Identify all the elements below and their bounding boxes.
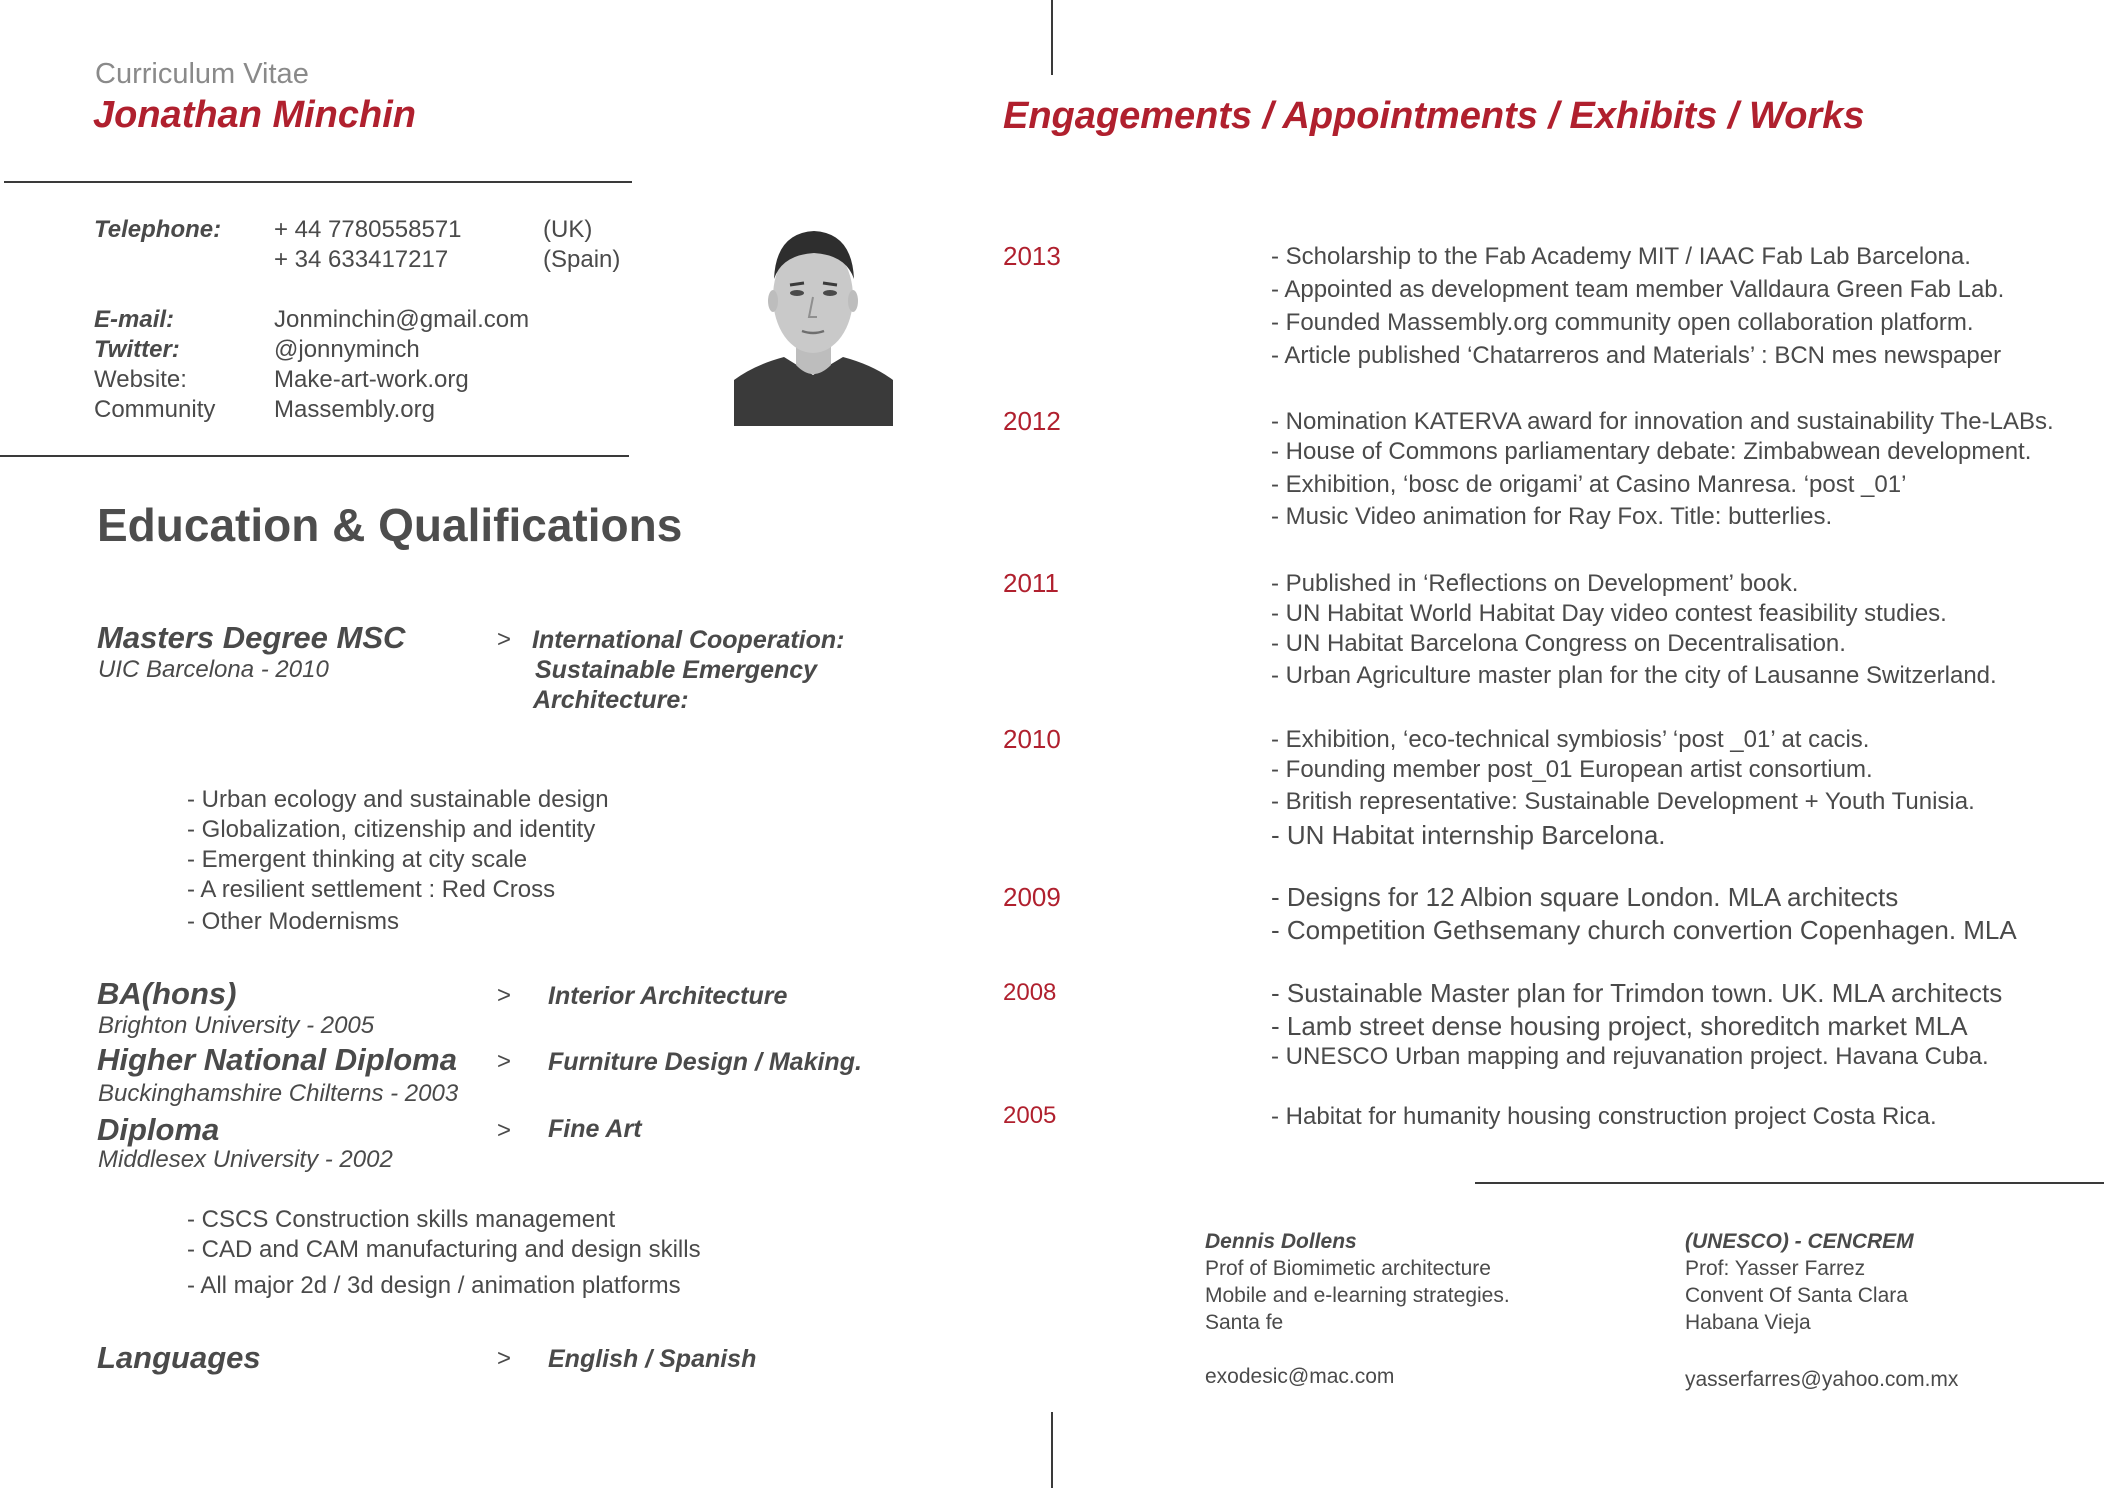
list-item: - A resilient settlement : Red Cross	[187, 876, 556, 903]
masters-institution: UIC Barcelona - 2010	[98, 656, 329, 683]
reference-1	[1205, 1228, 1510, 1390]
reference-2	[1685, 1228, 1958, 1393]
list-item: - CAD and CAM manufacturing and design skills	[187, 1236, 701, 1263]
cv-label: Curriculum Vitae	[95, 58, 309, 90]
list-item: - Urban Agriculture master plan for the city of Lausanne Switzerland.	[1271, 662, 1997, 689]
year-2012: 2012	[1003, 406, 1061, 436]
list-item: - Designs for 12 Albion square London. MLA architects	[1271, 882, 1899, 912]
list-item: - Published in ‘Reflections on Development’ book.	[1271, 570, 1799, 597]
masters-arrow: >	[497, 626, 512, 653]
portrait-photo	[734, 205, 893, 426]
reference-1-email[interactable]: exodesic@mac.com	[1205, 1365, 1395, 1388]
community-label: Community	[94, 396, 216, 423]
languages-title: Languages	[97, 1340, 261, 1375]
reference-1-name: Dennis Dollens	[1205, 1230, 1357, 1253]
education-heading: Education & Qualifications	[97, 499, 683, 551]
email-label: E-mail:	[94, 306, 175, 333]
list-item: - Globalization, citizenship and identity	[187, 816, 596, 843]
list-item: - Other Modernisms	[187, 908, 400, 935]
ba-arrow: >	[497, 982, 512, 1009]
masters-subject-line-1: International Cooperation:	[532, 626, 845, 654]
hnd-subject: Furniture Design / Making.	[548, 1048, 862, 1076]
diploma-institution: Middlesex University - 2002	[98, 1146, 393, 1173]
fold-line-top	[1051, 0, 1053, 75]
diploma-title: Diploma	[97, 1112, 220, 1147]
reference-2-name: (UNESCO) - CENCREM	[1685, 1230, 1914, 1253]
email-link[interactable]: Jonminchin@gmail.com	[274, 306, 530, 333]
phone-uk[interactable]: + 44 7780558571	[274, 216, 462, 243]
list-item: - Lamb street dense housing project, shoreditch market MLA	[1271, 1011, 1968, 1041]
ba-title: BA(hons)	[97, 976, 237, 1011]
list-item: - House of Commons parliamentary debate: Zimbabwean development.	[1271, 438, 2032, 465]
languages-arrow: >	[497, 1345, 512, 1372]
list-item: - Sustainable Master plan for Trimdon town. UK. MLA architects	[1271, 978, 2003, 1008]
list-item: - UN Habitat internship Barcelona.	[1271, 820, 1666, 850]
hnd-arrow: >	[497, 1048, 512, 1075]
year-2005: 2005	[1003, 1102, 1057, 1129]
reference-2-line: Habana Vieja	[1685, 1311, 1811, 1334]
list-item: - All major 2d / 3d design / animation platforms	[187, 1272, 681, 1299]
twitter-link[interactable]: @jonnyminch	[274, 336, 420, 363]
list-item: - CSCS Construction skills management	[187, 1206, 616, 1233]
divider-top	[4, 181, 632, 183]
list-item: - UN Habitat Barcelona Congress on Decentralisation.	[1271, 630, 1846, 657]
list-item: - British representative: Sustainable Development + Youth Tunisia.	[1271, 788, 1975, 815]
reference-1-line: Prof of Biomimetic architecture	[1205, 1257, 1491, 1280]
languages-value: English / Spanish	[548, 1345, 757, 1373]
phone-uk-country: (UK)	[543, 216, 593, 243]
list-item: - Scholarship to the Fab Academy MIT / IAAC Fab Lab Barcelona.	[1271, 243, 1971, 270]
reference-2-line: Convent Of Santa Clara	[1685, 1284, 1908, 1307]
phone-spain[interactable]: + 34 633417217	[274, 246, 449, 273]
reference-1-line: Mobile and e-learning strategies.	[1205, 1284, 1510, 1307]
fold-line-bottom	[1051, 1412, 1053, 1488]
hnd-title: Higher National Diploma	[97, 1042, 457, 1077]
list-item: - Appointed as development team member Valldaura Green Fab Lab.	[1271, 276, 2005, 303]
list-item: - Exhibition, ‘bosc de origami’ at Casino Manresa. ‘post _01’	[1271, 471, 1907, 498]
list-item: - Founding member post_01 European artist consortium.	[1271, 756, 1873, 783]
divider-contact-bottom	[0, 455, 629, 457]
list-item: - UNESCO Urban mapping and rejuvanation project. Havana Cuba.	[1271, 1043, 1989, 1070]
community-link[interactable]: Massembly.org	[274, 396, 435, 423]
list-item: - Exhibition, ‘eco-technical symbiosis’ ‘post _01’ at cacis.	[1271, 726, 1870, 753]
masters-subject-line-3: Architecture:	[533, 686, 689, 714]
twitter-label: Twitter:	[94, 336, 180, 363]
list-item: - UN Habitat World Habitat Day video contest feasibility studies.	[1271, 600, 1947, 627]
list-item: - Music Video animation for Ray Fox. Title: butterlies.	[1271, 503, 1833, 530]
engagements-heading: Engagements / Appointments / Exhibits / Works	[1003, 95, 1865, 137]
year-2009: 2009	[1003, 882, 1061, 912]
diploma-subject: Fine Art	[548, 1115, 642, 1143]
list-item: - Emergent thinking at city scale	[187, 846, 528, 873]
year-2013: 2013	[1003, 241, 1061, 271]
hnd-institution: Buckinghamshire Chilterns - 2003	[98, 1080, 459, 1107]
phone-spain-country: (Spain)	[543, 246, 621, 273]
list-item: - Competition Gethsemany church convertion Copenhagen. MLA	[1271, 915, 2017, 945]
year-2008: 2008	[1003, 979, 1057, 1006]
list-item: - Urban ecology and sustainable design	[187, 786, 609, 813]
list-item: - Founded Massembly.org community open collaboration platform.	[1271, 309, 1974, 336]
diploma-arrow: >	[497, 1117, 512, 1144]
reference-1-line: Santa fe	[1205, 1311, 1284, 1334]
candidate-name: Jonathan Minchin	[93, 94, 416, 136]
list-item: - Nomination KATERVA award for innovation and sustainability The-LABs.	[1271, 408, 2054, 435]
masters-subject-line-2: Sustainable Emergency	[535, 656, 818, 684]
website-link[interactable]: Make-art-work.org	[274, 366, 469, 393]
ba-institution: Brighton University - 2005	[98, 1012, 375, 1039]
list-item: - Article published ‘Chatarreros and Materials’ : BCN mes newspaper	[1271, 342, 2002, 369]
telephone-label: Telephone:	[94, 216, 222, 243]
reference-2-line: Prof: Yasser Farrez	[1685, 1257, 1866, 1280]
reference-2-email[interactable]: yasserfarres@yahoo.com.mx	[1685, 1368, 1959, 1391]
year-2010: 2010	[1003, 724, 1061, 754]
masters-title: Masters Degree MSC	[97, 620, 406, 655]
website-label: Website:	[94, 366, 187, 393]
list-item: - Habitat for humanity housing construction project Costa Rica.	[1271, 1103, 1937, 1130]
year-2011: 2011	[1003, 568, 1059, 598]
divider-references	[1475, 1182, 2104, 1184]
ba-subject: Interior Architecture	[548, 982, 788, 1010]
